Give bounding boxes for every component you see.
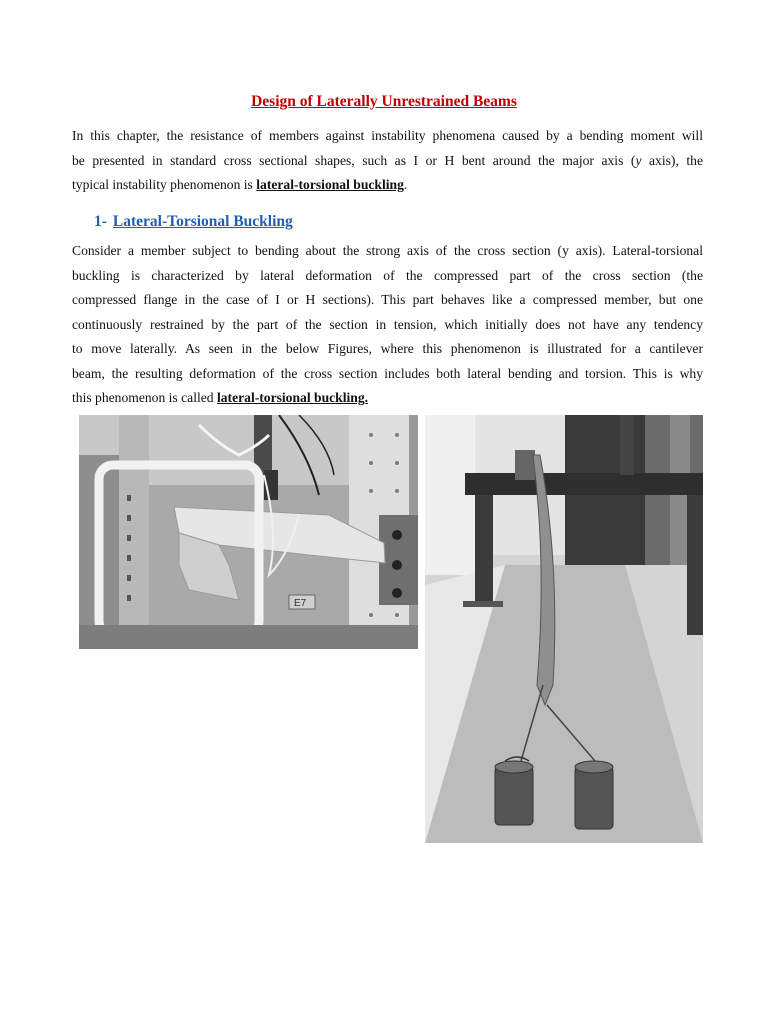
section-heading (94, 213, 293, 231)
section-title: Lateral-Torsional Buckling (112, 213, 293, 230)
figure-cantilever-frame-photo (79, 415, 418, 649)
axis-variable: y (635, 152, 642, 168)
intro-line-1: In this chapter, the resistance of members against instability phenomena caused by a bending moment will (72, 128, 703, 143)
body-line-5: to move laterally. As seen in the below Figures, where this phenomenon is illustrated for a cantilever (72, 341, 703, 356)
intro-paragraph (72, 124, 703, 198)
section-number: 1- (94, 213, 107, 230)
body-line-4: continuously restrained by the part of the section in tension, which initially does not have any tendency (72, 316, 703, 332)
body-line-1: Consider a member subject to bending about the strong axis of the cross section (y axis). Lateral-torsional (72, 243, 703, 258)
body-line-3: compressed flange in the case of I or H sections). This part behaves like a compressed member, but one (72, 292, 703, 307)
key-term-ltb-2: lateral-torsional buckling. (216, 390, 369, 405)
key-term-ltb: lateral-torsional buckling (256, 177, 404, 192)
figure-cantilever-weights-photo (425, 415, 703, 843)
page-title: Design of Laterally Unrestrained Beams (251, 93, 517, 110)
equipment-tag-label: E7 (294, 598, 307, 609)
body-line-2: buckling is characterized by lateral deformation of the compressed part of the cross section (the (72, 267, 703, 283)
body-line-7: this phenomenon is called lateral-torsional buckling. (72, 390, 369, 405)
body-line-6: beam, the resulting deformation of the cross section includes both lateral bending and torsion. This is why (72, 365, 703, 381)
body-paragraph (72, 239, 703, 411)
intro-line-3: typical instability phenomenon is lateral-torsional buckling. (72, 177, 408, 192)
intro-line-2: be presented in standard cross sectional shapes, such as I or H bent around the major axis (y axis), the (72, 152, 703, 168)
